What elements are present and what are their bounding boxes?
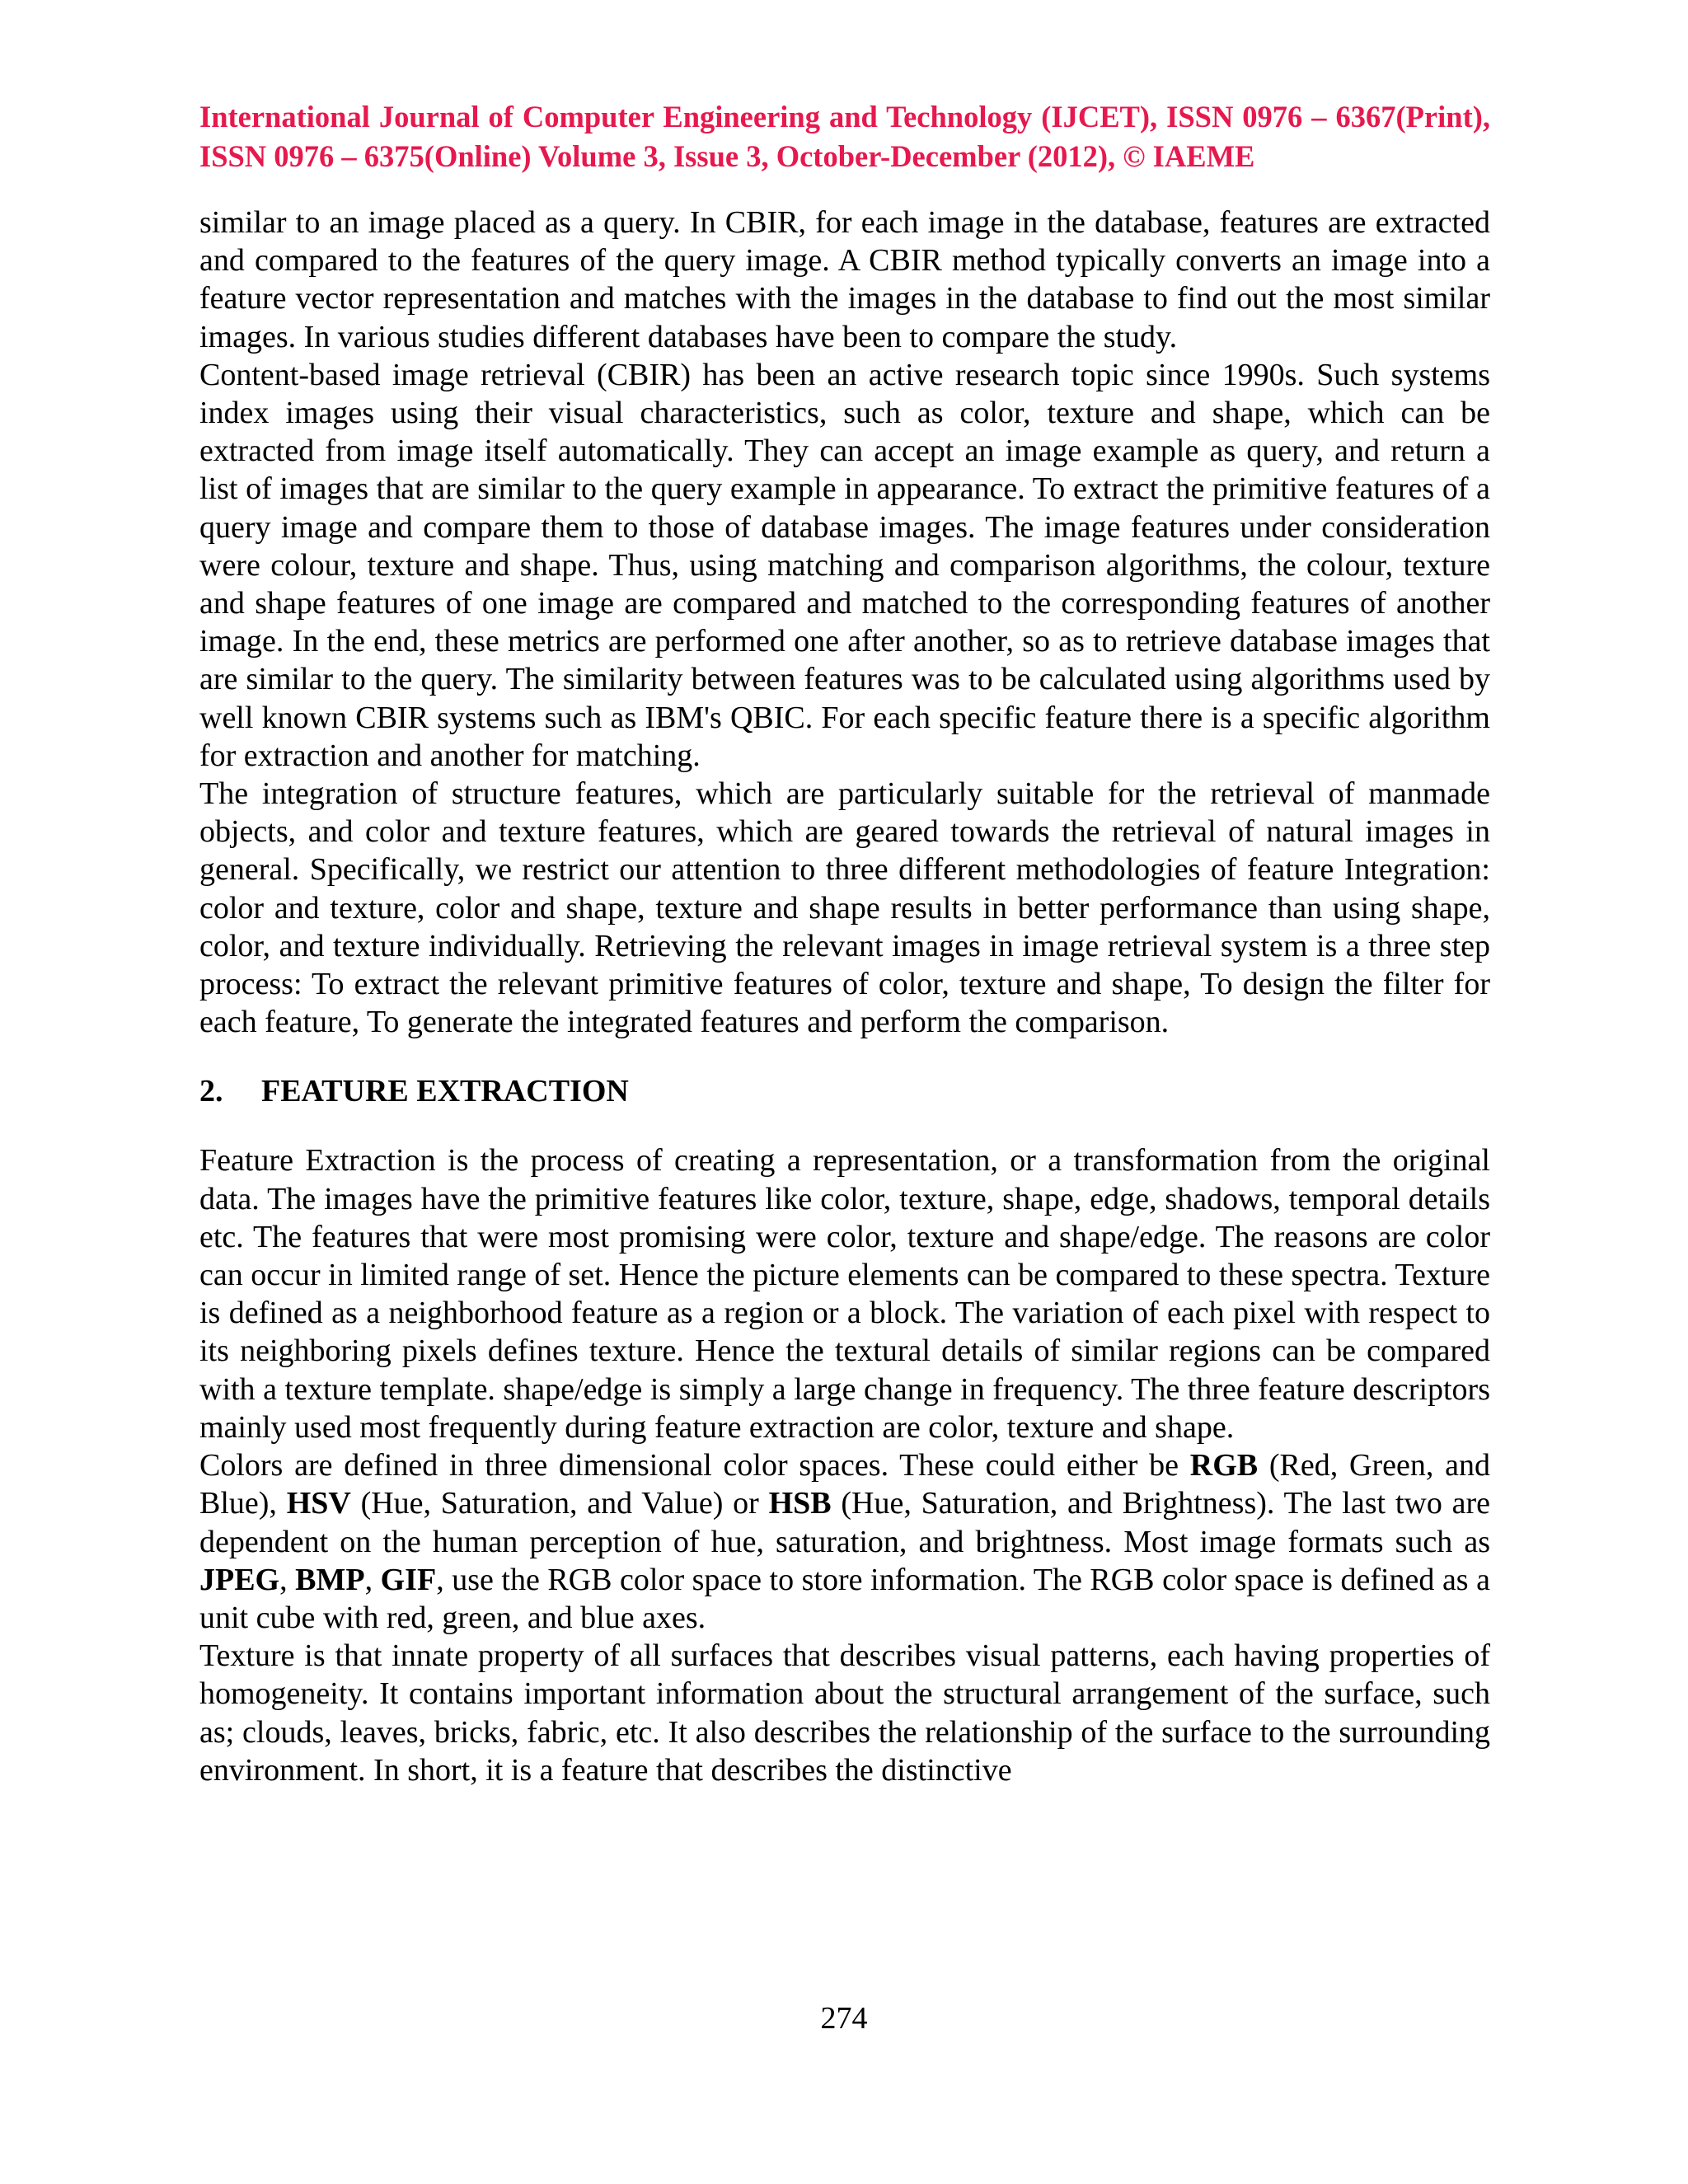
term-rgb: RGB	[1189, 1448, 1259, 1483]
text-run: (Hue, Saturation, and Brightness). The last two are dependent on the human perception of hue, saturation, and brightness. Most image formats such as	[199, 1486, 1490, 1559]
text-run: Colors are defined in three dimensional color spaces. These could either be	[199, 1448, 1190, 1483]
page-number: 274	[820, 2001, 868, 2036]
paragraph-color-spaces	[199, 1446, 1490, 1637]
text-run: (Red, Green, and Blue),	[199, 1448, 1490, 1521]
section-title: FEATURE EXTRACTION	[261, 1074, 629, 1109]
text-run: (Hue, Saturation, and Value) or	[350, 1486, 769, 1521]
article-body	[199, 204, 1490, 1789]
paragraph-texture: Texture is that innate property of all surfaces that describes visual patterns, each having properties of homogeneity. It contains important information about the structural arrangement of the surface, such as; clouds, leaves, bricks, fabric, etc. It also describes the relationship of the surface to the surrounding environment. In short, it is a feature that describes the distinctive	[199, 1638, 1490, 1788]
text-run: , use the RGB color space to store information. The RGB color space is defined as a unit cube with red, green, and blue axes.	[199, 1562, 1490, 1635]
paragraph-feature-extraction: Feature Extraction is the process of creating a representation, or a transformation from the original data. The images have the primitive features like color, texture, shape, edge, shadows, temporal details etc. The features that were most promising were color, texture and shape/edge. The reasons are color can occur in limited range of set. Hence the picture elements can be compared to these spectra. Texture is defined as a neighborhood feature as a region or a block. The variation of each pixel with respect to its neighboring pixels defines texture. Hence the textural details of similar regions can be compared with a texture template. shape/edge is simply a large change in frequency. The three feature descriptors mainly used most frequently during feature extraction are color, texture and shape.	[199, 1143, 1490, 1445]
paragraph-feature-integration: The integration of structure features, which are particularly suitable for the retrieval of manmade objects, and color and texture features, which are geared towards the retrieval of natural images in general. Specifically, we restrict our attention to three different methodologies of feature Integration: color and texture, color and shape, texture and shape results in better performance than using shape, color, and texture individually. Retrieving the relevant images in image retrieval system is a three step process: To extract the relevant primitive features of color, texture and shape, To design the filter for each feature, To generate the integrated features and perform the comparison.	[199, 776, 1490, 1040]
journal-header: International Journal of Computer Engineering and Technology (IJCET), ISSN 0976 – 6367(Print), ISSN 0976 – 6375(Online) Volume 3, Issue 3, October-December (2012), © IAEME	[199, 100, 1490, 173]
term-hsv: HSV	[286, 1486, 351, 1521]
paragraph-cbir-intro: similar to an image placed as a query. In CBIR, for each image in the database, features are extracted and compared to the features of the query image. A CBIR method typically converts an image into a feature vector representation and matches with the images in the database to find out the most similar images. In various studies different databases have been to compare the study.	[199, 205, 1490, 354]
term-bmp: BMP	[295, 1562, 365, 1597]
section-number: 2.	[199, 1074, 223, 1109]
term-hsb: HSB	[768, 1486, 832, 1521]
term-gif: GIF	[380, 1562, 437, 1597]
text-run: ,	[279, 1562, 296, 1597]
term-jpeg: JPEG	[199, 1562, 280, 1597]
paragraph-cbir-research: Content-based image retrieval (CBIR) has been an active research topic since 1990s. Such systems index images using their visual characteristics, such as color, texture and shape, which can be extracted from image itself automatically. They can accept an image example as query, and return a list of images that are similar to the query example in appearance. To extract the primitive features of a query image and compare them to those of database images. The image features under consideration were colour, texture and shape. Thus, using matching and comparison algorithms, the colour, texture and shape features of one image are compared and matched to the corresponding features of another image. In the end, these metrics are performed one after another, so as to retrieve database images that are similar to the query. The similarity between features was to be calculated using algorithms used by well known CBIR systems such as IBM's QBIC. For each specific feature there is a specific algorithm for extraction and another for matching.	[199, 357, 1490, 773]
text-run: ,	[364, 1562, 381, 1597]
section-heading	[199, 1072, 1490, 1110]
